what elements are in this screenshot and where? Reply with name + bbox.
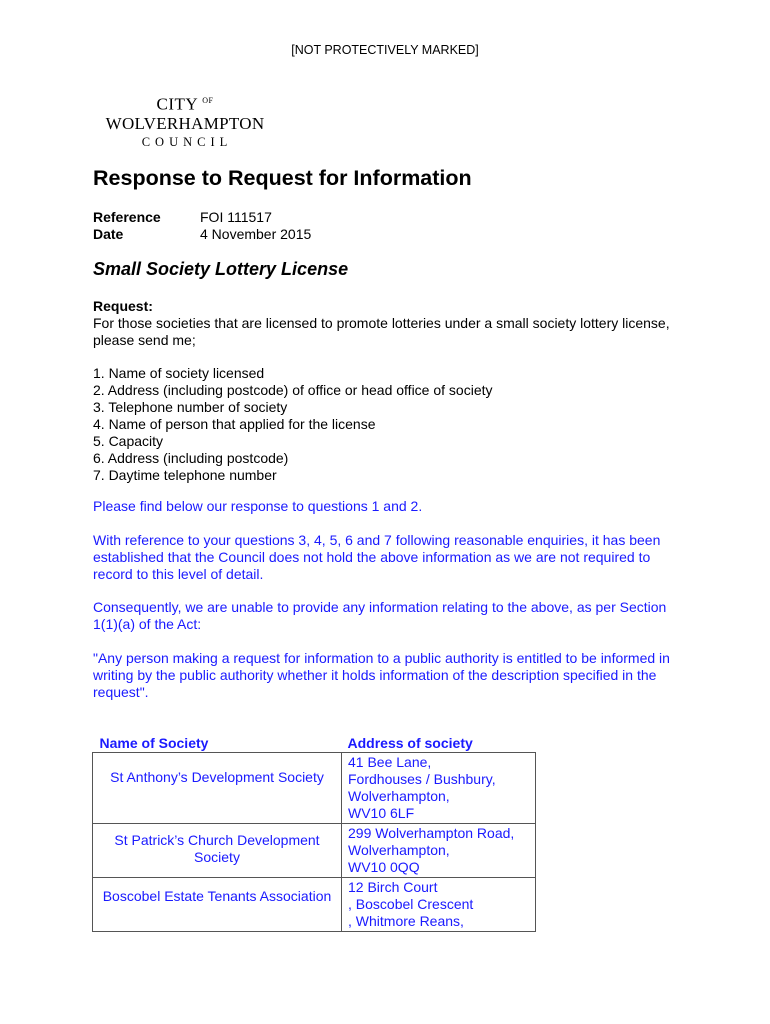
header-address-of-society: Address of society xyxy=(347,735,473,751)
list-item: 3. Telephone number of society xyxy=(93,399,288,415)
council-logo xyxy=(100,92,270,151)
page-title: Response to Request for Information xyxy=(93,166,472,190)
header-name-of-society: Name of Society xyxy=(99,735,209,751)
society-table xyxy=(92,735,536,932)
date-value: 4 November 2015 xyxy=(200,226,312,242)
logo-name: WOLVERHAMPTON xyxy=(105,113,265,133)
logo-of: OF xyxy=(202,96,214,105)
reference-label: Reference xyxy=(93,209,161,225)
response-paragraph-2: With reference to your questions 3, 4, 5, 6 and 7 following reasonable enquiries, it has been established that the Council does not hold the above information as we are not required to record to this level of detail. xyxy=(93,532,661,582)
response-paragraph-4: "Any person making a request for information to a public authority is entitled to be informed in writing by the public authority whether it holds information of the description specified in the request". xyxy=(93,650,670,700)
response-paragraph-3: Consequently, we are unable to provide any information relating to the above, as per Section 1(1)(a) of the Act: xyxy=(93,599,667,632)
list-item: 4. Name of person that applied for the license xyxy=(93,416,376,432)
table-row xyxy=(93,753,536,824)
list-item: 7. Daytime telephone number xyxy=(93,467,277,483)
table-row xyxy=(93,824,536,878)
table-row xyxy=(93,878,536,932)
list-item: 6. Address (including postcode) xyxy=(93,450,289,466)
date-label: Date xyxy=(93,226,124,242)
request-list xyxy=(93,365,693,484)
society-name: Boscobel Estate Tenants Association xyxy=(93,878,342,932)
request-block xyxy=(93,298,693,349)
logo-city: CITY xyxy=(156,94,198,114)
society-address: 12 Birch Court , Boscobel Crescent , Whitmore Reans, xyxy=(342,878,536,932)
society-address: 299 Wolverhampton Road, Wolverhampton, WV10 0QQ xyxy=(342,824,536,878)
request-heading: Request: xyxy=(93,298,153,314)
logo-council: COUNCIL xyxy=(141,134,233,149)
date-row xyxy=(93,226,311,242)
section-subtitle: Small Society Lottery License xyxy=(93,259,349,279)
society-address: 41 Bee Lane, Fordhouses / Bushbury, Wolverhampton, WV10 6LF xyxy=(342,753,536,824)
society-name: St Patrick’s Church Development Society xyxy=(93,824,342,878)
reference-value: FOI 111517 xyxy=(200,209,272,225)
protective-marking: [NOT PROTECTIVELY MARKED] xyxy=(291,43,479,57)
society-name: St Anthony’s Development Society xyxy=(93,753,342,824)
reference-row xyxy=(93,209,272,225)
list-item: 2. Address (including postcode) of office or head office of society xyxy=(93,382,493,398)
list-item: 1. Name of society licensed xyxy=(93,365,265,381)
list-item: 5. Capacity xyxy=(93,433,164,449)
request-intro: For those societies that are licensed to promote lotteries under a small society lottery license, please send me; xyxy=(93,315,670,348)
response-paragraph-1: Please find below our response to questions 1 and 2. xyxy=(93,498,423,514)
